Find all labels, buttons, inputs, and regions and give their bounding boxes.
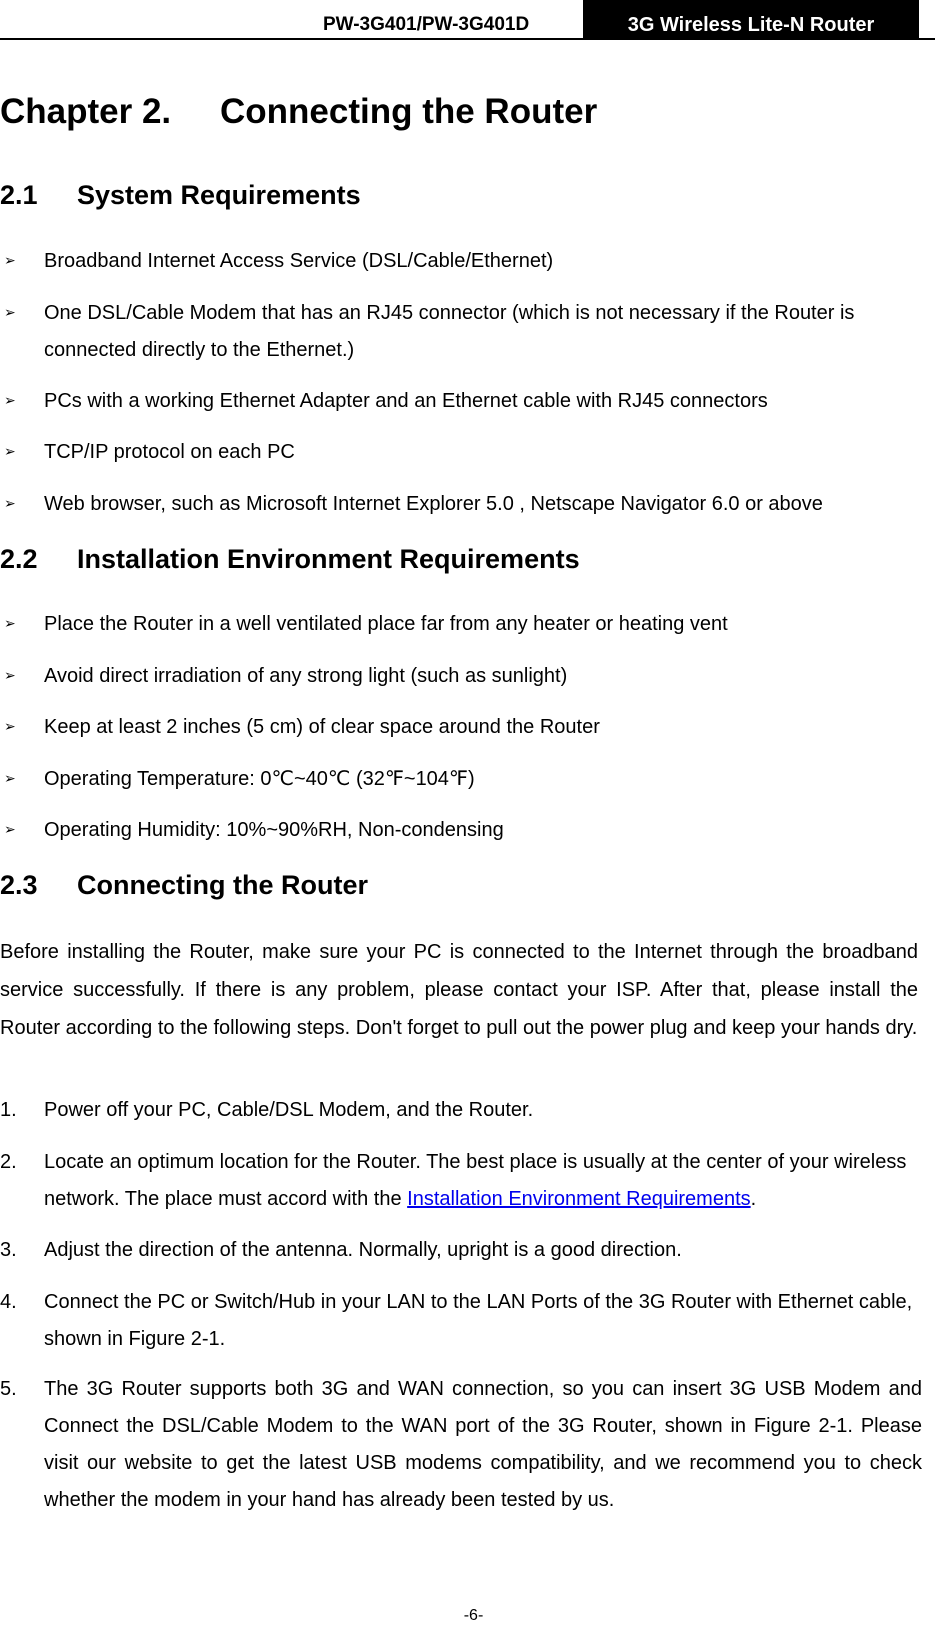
header-rule: [0, 38, 935, 40]
arrowhead-bullet-icon: ➢: [4, 668, 16, 684]
numbered-step: [0, 1371, 922, 1519]
page-header: [0, 0, 947, 40]
arrowhead-bullet-icon: ➢: [4, 253, 16, 269]
numbered-step: [0, 1232, 922, 1269]
step-text: Adjust the direction of the antenna. Normally, upright is a good direction.: [44, 1239, 682, 1261]
step-number: 4.: [0, 1291, 17, 1313]
arrowhead-bullet-icon: ➢: [4, 305, 16, 321]
list-item: ➢ Place the Router in a well ventilated place far from any heater or heating vent: [0, 606, 930, 643]
section-title: Connecting the Router: [77, 870, 368, 900]
chapter-number: Chapter 2.: [0, 92, 172, 131]
step-number: 3.: [0, 1239, 17, 1261]
numbered-step: 2. Locate an optimum location for the Router. The best place is usually at the center of your wireless network. The place must accord with the Installation Environment Requirements.: [0, 1144, 922, 1218]
section-heading-2-1: [0, 180, 361, 211]
numbered-step: [0, 1284, 922, 1358]
product-name-banner: 3G Wireless Lite-N Router: [583, 0, 919, 40]
model-number: PW-3G401/PW-3G401D: [323, 14, 530, 35]
list-item: ➢ One DSL/Cable Modem that has an RJ45 connector (which is not necessary if the Router is connected directly to the Ethernet.): [0, 295, 930, 369]
step-text: Power off your PC, Cable/DSL Modem, and the Router.: [44, 1099, 534, 1121]
arrowhead-bullet-icon: ➢: [4, 393, 16, 409]
list-item: ➢ Operating Humidity: 10%~90%RH, Non-condensing: [0, 812, 930, 849]
step-text: Locate an optimum location for the Router. The best place is usually at the center of your wireless network. The place must accord with the: [44, 1151, 907, 1210]
list-item: ➢ Avoid direct irradiation of any strong light (such as sunlight): [0, 658, 930, 695]
list-item: ➢ Web browser, such as Microsoft Internet Explorer 5.0 , Netscape Navigator 6.0 or above: [0, 486, 930, 523]
list-item: ➢ Broadband Internet Access Service (DSL/Cable/Ethernet): [0, 243, 930, 280]
step-number: 2.: [0, 1151, 17, 1173]
arrowhead-bullet-icon: ➢: [4, 616, 16, 632]
list-item: ➢ Keep at least 2 inches (5 cm) of clear space around the Router: [0, 709, 930, 746]
step-number: 5.: [0, 1378, 17, 1400]
installation-requirements-link[interactable]: Installation Environment Requirements: [407, 1188, 751, 1210]
step-number: 1.: [0, 1099, 17, 1121]
arrowhead-bullet-icon: ➢: [4, 719, 16, 735]
list-item: ➢ Operating Temperature: 0℃~40℃ (32℉~104℉): [0, 761, 930, 798]
step-text: Connect the PC or Switch/Hub in your LAN to the LAN Ports of the 3G Router with Ethernet cable, shown in Figure 2-1.: [44, 1291, 913, 1350]
section-number: 2.3: [0, 870, 38, 900]
chapter-heading: [0, 92, 597, 132]
section-number: 2.2: [0, 544, 38, 574]
section-heading-2-2: [0, 544, 580, 575]
intro-paragraph: Before installing the Router, make sure your PC is connected to the Internet through the broadband service successfully. If there is any problem, please contact your ISP. After that, please install the Router according to the following steps. Don't forget to pull out the power plug and keep your hands dry.: [0, 941, 918, 1039]
numbered-step: [0, 1092, 922, 1129]
list-item: ➢ TCP/IP protocol on each PC: [0, 434, 930, 471]
arrowhead-bullet-icon: ➢: [4, 496, 16, 512]
step-text: The 3G Router supports both 3G and WAN connection, so you can insert 3G USB Modem and Connect the DSL/Cable Modem to the WAN port of the 3G Router, shown in Figure 2-1. Please visit our website to get the latest USB modems compatibility, and we recommend you to check whether the modem in your hand has already been tested by us.: [44, 1378, 922, 1511]
chapter-title: Connecting the Router: [220, 92, 598, 131]
section-title: Installation Environment Requirements: [77, 544, 580, 574]
page-number: -6-: [463, 1607, 484, 1624]
arrowhead-bullet-icon: ➢: [4, 822, 16, 838]
section-title: System Requirements: [77, 180, 361, 210]
list-item: ➢ PCs with a working Ethernet Adapter and an Ethernet cable with RJ45 connectors: [0, 383, 930, 420]
section-number: 2.1: [0, 180, 38, 210]
arrowhead-bullet-icon: ➢: [4, 444, 16, 460]
arrowhead-bullet-icon: ➢: [4, 771, 16, 787]
section-heading-2-3: [0, 870, 368, 901]
